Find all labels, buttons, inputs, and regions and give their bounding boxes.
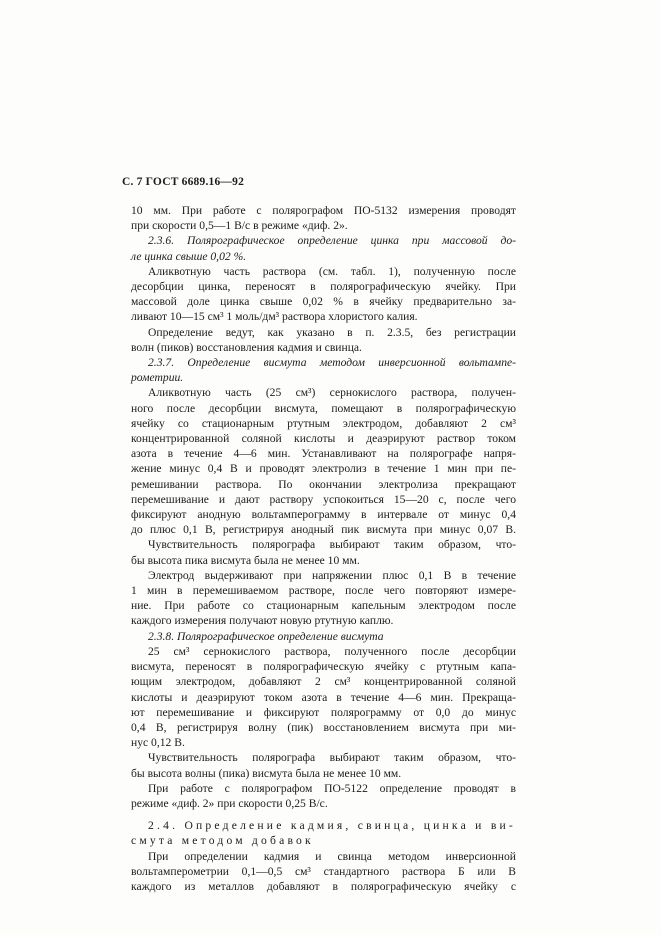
page-header: С. 7 ГОСТ 6689.16—92	[122, 176, 245, 188]
text-line: каждого измерения получают новую ртутную каплю.	[131, 614, 394, 628]
text-line: бы высота волны (пика) висмута была не менее 10 мм.	[131, 766, 402, 780]
text-line: концентрированной соляной кислоты и деаэрируют раствор током	[131, 432, 516, 446]
text-line: ние. При работе со стационарным капельным электродом после	[131, 599, 516, 613]
text-line: 25 см³ сернокислого раствора, полученного после десорбции	[148, 644, 516, 658]
text-line: бы высота пика висмута была не менее 10 мм.	[131, 553, 360, 567]
text-line: ливают 10—15 см³ 1 моль/дм³ раствора хлористого калия.	[131, 310, 418, 324]
text-line: 2.3.6. Полярографическое определение цинка при массовой до-	[148, 234, 516, 248]
document-body	[131, 203, 516, 894]
text-line: волн (пиков) восстановления кадмия и свинца.	[131, 340, 362, 354]
text-line: 2.4. Определение кадмия, свинца, цинка и ви-	[148, 819, 516, 833]
text-line: ного после десорбции висмута, помещают в полярографическую	[131, 401, 516, 415]
text-line: Чувствительность полярографа выбирают таким образом, что-	[148, 751, 516, 765]
text-line: азота в течение 4—6 мин. Устанавливают на полярографе напря-	[131, 447, 516, 461]
text-line: режиме «диф. 2» при скорости 0,25 В/с.	[131, 796, 328, 810]
text-line: Чувствительность полярографа выбирают таким образом, что-	[148, 538, 516, 552]
text-line: 2.3.8. Полярографическое определение висмута	[148, 629, 384, 643]
text-line: Аликвотную часть (25 см³) сернокислого раствора, получен-	[148, 386, 516, 400]
text-line: 1 мин в перемешиваемом растворе, после чего повторяют измере-	[131, 584, 516, 598]
text-line: ремешивании раствора. По окончании электролиза прекращают	[131, 477, 516, 491]
text-line: фиксируют анодную вольтамперограмму в интервале от минус 0,4	[131, 508, 516, 522]
text-line: десорбции цинка, переносят в полярографическую ячейку. При	[131, 280, 516, 294]
text-line: рометрии.	[131, 371, 184, 385]
text-line: нус 0,12 В.	[131, 736, 185, 750]
text-line: Определение ведут, как указано в п. 2.3.5, без регистрации	[148, 325, 516, 339]
text-line: висмута, переносят в полярографическую ячейку с ртутным капа-	[131, 660, 516, 674]
text-line: При работе с полярографом ПО-5122 определение проводят в	[148, 781, 516, 795]
text-line: 2.3.7. Определение висмута методом инверсионной вольтампе-	[148, 356, 516, 370]
text-line: массовой доле цинка свыше 0,02 % в ячейку предварительно за-	[131, 295, 516, 309]
text-line: ячейку со стационарным ртутным электродом, добавляют 2 см³	[131, 416, 516, 430]
text-line: жение минус 0,4 В и проводят электролиз в течение 1 мин при пе-	[131, 462, 516, 476]
text-line: при скорости 0,5—1 В/с в режиме «диф. 2».	[131, 219, 348, 233]
text-line: ле цинка свыше 0,02 %.	[131, 249, 247, 263]
text-line: Аликвотную часть раствора (см. табл. 1), полученную после	[148, 264, 516, 278]
text-line: При определении кадмия и свинца методом инверсионной	[148, 849, 516, 863]
text-line: кислоты и деаэрируют током азота в течение 4—6 мин. Прекраща-	[131, 690, 516, 704]
text-line: до плюс 0,1 В, регистрируя анодный пик висмута при минус 0,07 В.	[131, 523, 516, 537]
text-line: ющим электродом, добавляют 2 см³ концентрированной соляной	[131, 675, 516, 689]
text-line: 0,4 В, регистрируя волну (пик) восстановлением висмута при ми-	[131, 720, 516, 734]
text-line: вольтамперометрии 0,1—0,5 см³ стандартного раствора Б или В	[131, 864, 516, 878]
text-line: 10 мм. При работе с полярографом ПО-5132 измерения проводят	[131, 204, 516, 217]
paragraph-gap	[131, 811, 516, 818]
text-line: каждого из металлов добавляют в полярографическую ячейку с	[131, 879, 516, 893]
text-line: перемешивание и дают раствору успокоиться 15—20 с, после чего	[131, 492, 516, 506]
text-line: смута методом добавок	[131, 834, 314, 848]
text-line: Электрод выдерживают при напряжении плюс 0,1 В в течение	[148, 568, 516, 582]
text-line: ют перемешивание и фиксируют полярограмму от 0,0 до минус	[131, 705, 516, 719]
